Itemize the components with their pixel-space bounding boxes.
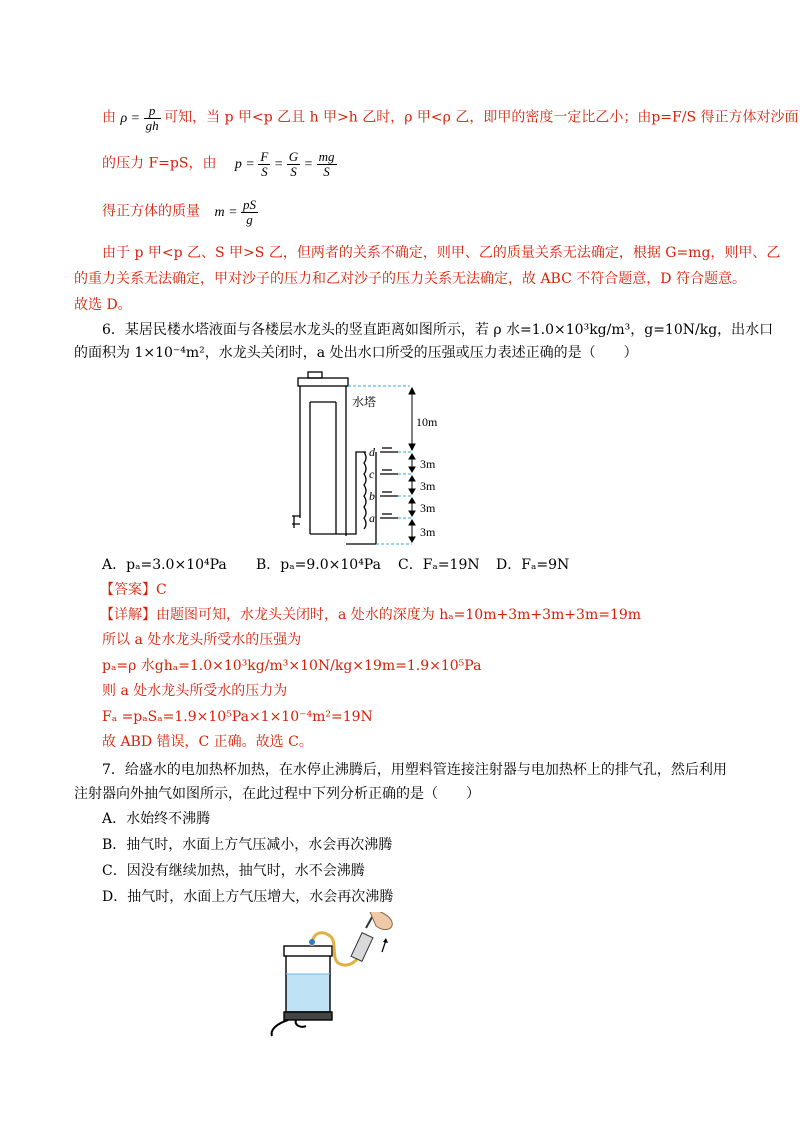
tower-label: 水塔 bbox=[352, 395, 377, 409]
q7-stem-line2: 注射器向外抽气如图所示，在此过程中下列分析正确的是（ ） bbox=[74, 786, 480, 802]
label-c: c bbox=[369, 467, 375, 481]
q6-option-c: C．Fₐ=19N bbox=[398, 557, 480, 573]
q6-detail-2: 所以 a 处水龙头所受水的压强为 bbox=[102, 632, 302, 648]
hand bbox=[370, 912, 392, 929]
water-tower-figure bbox=[290, 368, 480, 553]
q6-option-a: A．pₐ=3.0×10⁴Pa bbox=[102, 557, 227, 573]
sol5-line3: 得正方体的质量 m = $\frac{pS}{g}$ bbox=[102, 197, 257, 227]
q6-detail-3: pₐ=ρ 水ghₐ=1.0×10³kg/m³×10N/kg×19m=1.9×10⁵Pa bbox=[102, 658, 482, 674]
pipe-inner bbox=[336, 452, 366, 534]
dim-3m-1: 3m bbox=[420, 457, 436, 471]
tap-d bbox=[380, 448, 398, 452]
q6-stem-line1: 6．某居民楼水塔液面与各楼层水龙头的竖直距离如图所示，若 ρ 水=1.0×10³kg/m³，g=10N/kg，出水口 bbox=[102, 322, 774, 338]
syringe bbox=[351, 912, 376, 961]
tap-c bbox=[380, 470, 398, 474]
outlet-valve bbox=[292, 516, 300, 528]
dim-3m-4: 3m bbox=[420, 525, 436, 539]
q6-detail-1: 【详解】由题图可知，水龙头关闭时，a 处水的深度为 hₐ=10m+3m+3m+3m=19m bbox=[100, 607, 642, 623]
label-b: b bbox=[369, 489, 375, 503]
sol5-line2: 的压力 F=pS，由 p = $\frac{F}{S}$ = $\frac{G}{S}$ = $\frac{mg}{S}$ bbox=[102, 149, 335, 179]
dim-10m: 10m bbox=[416, 415, 438, 429]
sol5-line5: 的重力关系无法确定，甲对沙子的压力和乙对沙子的压力关系无法确定，故 ABC 不符合题意，D 符合题意。 bbox=[74, 271, 746, 287]
sol5-line4: 由于 p 甲<p 乙、S 甲>S 乙，但两者的关系不确定，则甲、乙的质量关系无法确定，根据 G=mg，则甲、乙 bbox=[102, 245, 781, 261]
q7-option-c: C．因没有继续加热，抽气时，水不会沸腾 bbox=[102, 863, 365, 879]
level-guides bbox=[348, 386, 412, 544]
dim-3m-2: 3m bbox=[420, 479, 436, 493]
dimension-arrows bbox=[409, 388, 415, 542]
sol5-line6: 故选 D。 bbox=[74, 297, 132, 313]
tap-a bbox=[380, 514, 398, 518]
q6-option-d: D．Fₐ=9N bbox=[496, 557, 570, 573]
q7-option-b: B．抽气时，水面上方气压减小，水会再次沸腾 bbox=[102, 837, 393, 853]
house-wall bbox=[364, 452, 366, 529]
sol5-line1: 由 ρ = $\frac{p}{gh}$ 可知，当 p 甲<p 乙且 h 甲>h 乙时，ρ 甲<ρ 乙，即甲的密度一定比乙小；由p=F/S 得正方体对沙面 bbox=[102, 103, 799, 133]
dim-3m-3: 3m bbox=[420, 501, 436, 515]
q6-detail-6: 故 ABD 错误，C 正确。故选 C。 bbox=[102, 734, 313, 750]
q7-option-a: A．水始终不沸腾 bbox=[102, 811, 211, 827]
power-cord bbox=[272, 1020, 306, 1036]
q6-detail-5: Fₐ =pₐSₐ=1.9×10⁵Pa×1×10⁻⁴m²=19N bbox=[102, 709, 373, 725]
q7-stem-line1: 7．给盛水的电加热杯加热，在水停止沸腾后，用塑料管连接注射器与电加热杯上的排气孔，然后利用 bbox=[102, 762, 727, 778]
pressure-formula: p = $\frac{F}{S}$ = $\frac{G}{S}$ = $\frac{mg}{S}$ bbox=[234, 149, 335, 179]
water bbox=[286, 974, 330, 1012]
mass-formula: m = $\frac{pS}{g}$ bbox=[214, 197, 257, 227]
density-formula: ρ = $\frac{p}{gh}$ bbox=[120, 103, 159, 133]
heating-cup-figure bbox=[266, 912, 406, 1037]
tower-top bbox=[298, 378, 348, 386]
label-d: d bbox=[369, 445, 375, 459]
q6-option-b: B．pₐ=9.0×10⁴Pa bbox=[256, 557, 381, 573]
q6-stem-line2: 的面积为 1×10⁻⁴m²，水龙头关闭时，a 处出水口所受的压强或压力表述正确的是（ ） bbox=[74, 345, 638, 361]
tower-cap bbox=[308, 372, 322, 378]
q7-option-d: D．抽气时，水面上方气压增大，水会再次沸腾 bbox=[102, 889, 394, 905]
tap-b bbox=[380, 492, 398, 496]
tower-walls bbox=[300, 386, 346, 536]
vent-hole bbox=[309, 939, 315, 945]
q6-answer: 【答案】C bbox=[100, 582, 167, 598]
q6-detail-4: 则 a 处水龙头所受水的压力为 bbox=[102, 683, 288, 699]
label-a: a bbox=[369, 511, 375, 525]
